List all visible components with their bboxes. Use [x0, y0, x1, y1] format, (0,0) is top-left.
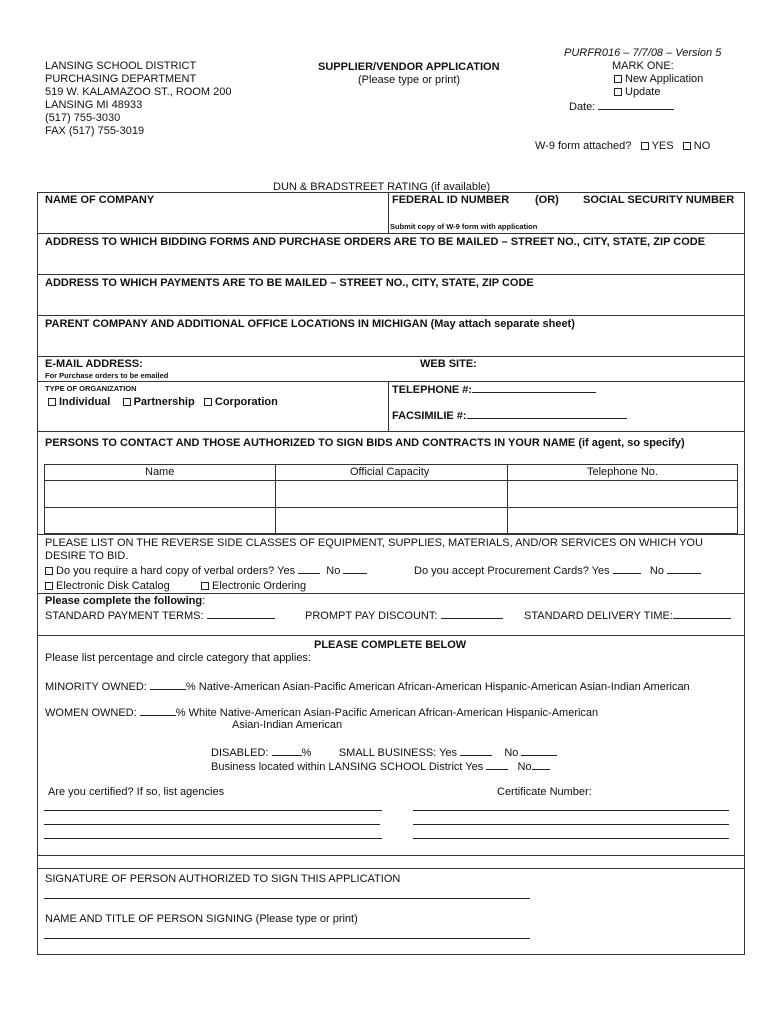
individual-checkbox[interactable] [48, 398, 56, 406]
disk-catalog-option[interactable]: Electronic Disk Catalog [45, 580, 170, 592]
services-instruction: PLEASE LIST ON THE REVERSE SIDE CLASSES OF EQUIPMENT, SUPPLIES, MATERIALS, AND/OR SERVICES ON WHICH YOU DESIRE TO BID. [45, 537, 703, 562]
district-address [45, 60, 231, 138]
district-line: (517) 755-3030 [45, 112, 121, 124]
or-label: (OR) [535, 194, 559, 206]
certificate-line[interactable] [413, 810, 729, 811]
persons-heading: PERSONS TO CONTACT AND THOSE AUTHORIZED TO SIGN BIDS AND CONTRACTS IN YOUR NAME (if agent, so specify) [45, 437, 685, 449]
email-label: E-MAIL ADDRESS: [45, 358, 143, 370]
district-line: LANSING MI 48933 [45, 99, 143, 111]
certificate-line[interactable] [413, 824, 729, 825]
name-title-label: NAME AND TITLE OF PERSON SIGNING (Please type or print) [45, 913, 358, 925]
minority-owned-field[interactable]: MINORITY OWNED: % Native-American Asian-Pacific American African-American Hispanic-American Asian-Indian American [45, 681, 690, 693]
agency-line[interactable] [44, 838, 382, 839]
bidding-address-label: ADDRESS TO WHICH BIDDING FORMS AND PURCHASE ORDERS ARE TO BE MAILED – STREET NO., CITY, STATE, ZIP CODE [45, 236, 706, 248]
disk-catalog-checkbox[interactable] [45, 582, 53, 590]
women-owned-list-2: Asian-Indian American [232, 719, 343, 731]
update-checkbox[interactable] [614, 88, 622, 96]
hard-copy-checkbox[interactable] [45, 567, 53, 575]
date-field[interactable]: Date: [569, 100, 674, 113]
facsimile-field[interactable]: FACSIMILIE #: [392, 409, 627, 422]
w9-yes-checkbox[interactable] [641, 142, 649, 150]
name-title-line[interactable] [44, 938, 530, 939]
form-title: SUPPLIER/VENDOR APPLICATION [318, 61, 500, 73]
signature-line[interactable] [44, 898, 530, 899]
certificate-line[interactable] [413, 838, 729, 839]
delivery-time-field[interactable]: STANDARD DELIVERY TIME: [524, 609, 731, 622]
parent-company-label: PARENT COMPANY AND ADDITIONAL OFFICE LOCATIONS IN MICHIGAN (May attach separate sheet) [45, 318, 575, 330]
certificate-number-label: Certificate Number: [497, 786, 592, 798]
mark-one-label: MARK ONE: [612, 60, 674, 72]
procurement-question: Do you accept Procurement Cards? Yes No [414, 564, 701, 577]
district-line: PURCHASING DEPARTMENT [45, 73, 197, 85]
email-note: For Purchase orders to be emailed [45, 371, 169, 380]
women-owned-field[interactable]: WOMEN OWNED: % White Native-American Asian-Pacific American African-American Hispanic-American [45, 707, 599, 719]
w9-attached: W-9 form attached? YES NO [535, 140, 711, 152]
website-label: WEB SITE: [420, 358, 477, 370]
partnership-checkbox[interactable] [123, 398, 131, 406]
org-type-options: Individual Partnership Corporation [48, 396, 278, 408]
percentage-instruction: Please list percentage and circle category that applies: [45, 652, 311, 664]
district-line: 519 W. KALAMAZOO ST., ROOM 200 [45, 86, 232, 98]
w9-no-checkbox[interactable] [683, 142, 691, 150]
payment-address-label: ADDRESS TO WHICH PAYMENTS ARE TO BE MAILED – STREET NO., CITY, STATE, ZIP CODE [45, 277, 534, 289]
col-name: Name [145, 466, 175, 478]
complete-following-label: Please complete the following: [45, 595, 206, 607]
col-capacity: Official Capacity [350, 466, 430, 478]
signature-label: SIGNATURE OF PERSON AUTHORIZED TO SIGN THIS APPLICATION [45, 873, 401, 885]
federal-id-label: FEDERAL ID NUMBER [392, 194, 510, 206]
agency-line[interactable] [44, 824, 380, 825]
org-type-label: TYPE OF ORGANIZATION [45, 384, 137, 393]
telephone-field[interactable]: TELEPHONE #: [392, 383, 596, 396]
district-line: LANSING SCHOOL DISTRICT [45, 60, 197, 72]
corporation-checkbox[interactable] [204, 398, 212, 406]
district-line: FAX (517) 755-3019 [45, 125, 145, 137]
payment-terms-field[interactable]: STANDARD PAYMENT TERMS: [45, 609, 275, 622]
prompt-pay-field[interactable]: PROMPT PAY DISCOUNT: [305, 609, 503, 622]
w9-note: Submit copy of W-9 form with application [390, 222, 538, 231]
form-code: PURFR016 – 7/7/08 – Version 5 [564, 47, 722, 59]
disabled-field[interactable]: DISABLED: % SMALL BUSINESS: Yes No [211, 746, 557, 759]
located-in-district-field[interactable]: Business located within LANSING SCHOOL District Yes No [211, 760, 550, 773]
form-subtitle: (Please type or print) [358, 74, 461, 86]
dun-bradstreet-label: DUN & BRADSTREET RATING (if available) [273, 181, 491, 193]
ssn-label: SOCIAL SECURITY NUMBER [583, 194, 735, 206]
electronic-ordering-checkbox[interactable] [201, 582, 209, 590]
agency-line[interactable] [44, 810, 382, 811]
certified-question: Are you certified? If so, list agencies [48, 786, 225, 798]
new-application-checkbox[interactable] [614, 75, 622, 83]
hard-copy-question: Do you require a hard copy of verbal orders? Yes No [45, 564, 367, 577]
new-application-option[interactable]: New Application [614, 73, 703, 85]
update-option[interactable]: Update [614, 86, 660, 98]
electronic-ordering-option[interactable]: Electronic Ordering [201, 580, 306, 592]
complete-below-heading: PLEASE COMPLETE BELOW [314, 639, 467, 651]
col-phone: Telephone No. [587, 466, 658, 478]
company-name-label: NAME OF COMPANY [45, 194, 155, 206]
